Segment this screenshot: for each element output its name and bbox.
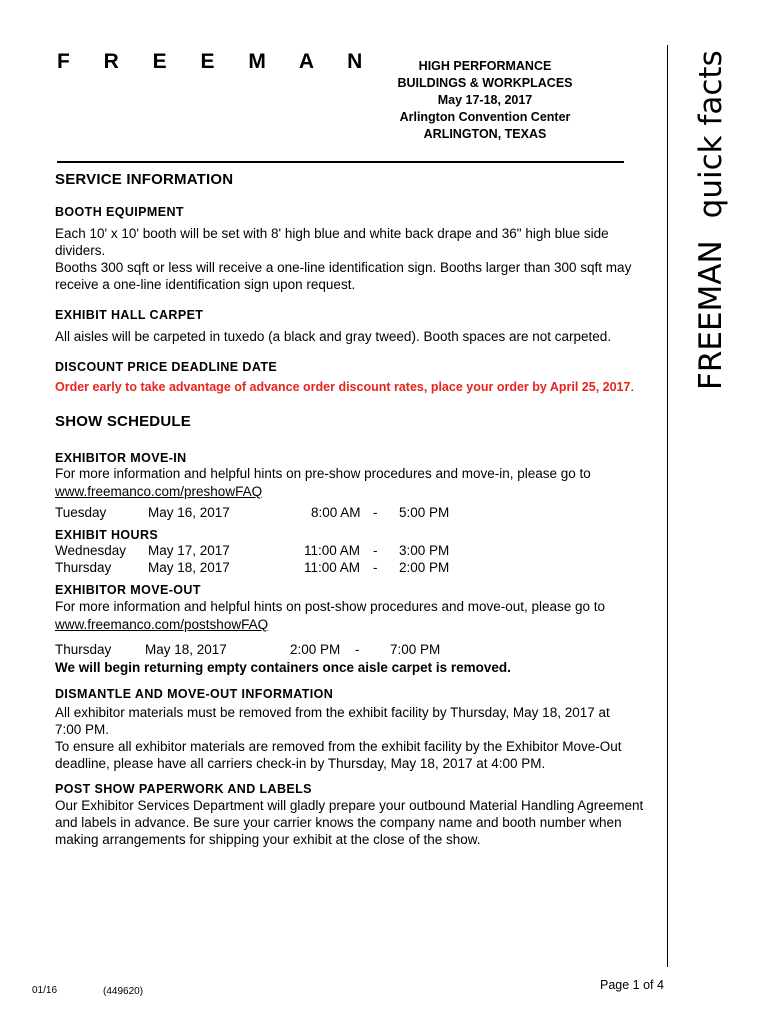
- date: May 18, 2017: [145, 642, 227, 657]
- event-line: ARLINGTON, TEXAS: [423, 127, 547, 141]
- text-line: To ensure all exhibitor materials are removed from the exhibit facility by the Exhibitor Move-Out: [55, 739, 622, 754]
- event-line: Arlington Convention Center: [399, 110, 571, 124]
- end-time: 7:00 PM: [390, 642, 441, 657]
- hours-row: [55, 542, 475, 559]
- text-line: Each 10' x 10' booth will be set with 8' high blue and white back drape and 36" high blue side: [55, 226, 609, 241]
- text-line: deadline, please have all carriers check-in by Thursday, May 18, 2017 at 4:00 PM.: [55, 756, 546, 771]
- start-time: 11:00 AM: [304, 560, 361, 575]
- end-time: 2:00 PM: [399, 560, 450, 575]
- discount-red-text: Order early to take advantage of advance order discount rates, place your order by April 25, 2017: [55, 380, 631, 394]
- footer-number: (449620): [103, 986, 144, 997]
- discount-heading: DISCOUNT PRICE DEADLINE DATE: [55, 360, 278, 374]
- text-line: dividers.: [55, 243, 106, 258]
- event-line: HIGH PERFORMANCE: [418, 59, 552, 73]
- date: May 17, 2017: [148, 543, 230, 558]
- event-line: BUILDINGS & WORKPLACES: [397, 76, 573, 90]
- booth-heading: BOOTH EQUIPMENT: [55, 205, 184, 219]
- paperwork-heading: POST SHOW PAPERWORK AND LABELS: [55, 782, 312, 796]
- sidebar-divider: [667, 45, 668, 967]
- dash: -: [373, 560, 378, 575]
- freeman-logo: F R E E M A N: [57, 50, 377, 73]
- start-time: 11:00 AM: [304, 543, 361, 558]
- sidebar-tagline: quick facts: [693, 50, 729, 219]
- text-line: All exhibitor materials must be removed from the exhibit facility by Thursday, May 18, 2017 at: [55, 705, 610, 720]
- moveout-text: For more information and helpful hints on post-show procedures and move-out, please go to: [55, 599, 606, 614]
- carpet-heading: EXHIBIT HALL CARPET: [55, 308, 204, 322]
- text-line: and labels in advance. Be sure your carrier knows the company name and booth number when: [55, 815, 622, 830]
- carpet-text: All aisles will be carpeted in tuxedo (a black and gray tweed). Booth spaces are not carpeted.: [55, 329, 612, 344]
- schedule-title: SHOW SCHEDULE: [55, 413, 191, 430]
- day: Thursday: [55, 642, 112, 657]
- page-number: Page 1 of 4: [600, 978, 664, 992]
- movein-text: For more information and helpful hints on pre-show procedures and move-in, please go to: [55, 466, 591, 481]
- day: Wednesday: [55, 543, 127, 558]
- text-line: 7:00 PM.: [55, 722, 110, 737]
- event-info: [375, 58, 595, 143]
- dash: -: [373, 505, 378, 520]
- day: Tuesday: [55, 505, 107, 520]
- moveout-note: We will begin returning empty containers once aisle carpet is removed.: [55, 660, 511, 675]
- text-line: Our Exhibitor Services Department will gladly prepare your outbound Material Handling Agreement: [55, 798, 644, 813]
- text-line: making arrangements for shipping your exhibit at the close of the show.: [55, 832, 481, 847]
- start-time: 8:00 AM: [311, 505, 361, 520]
- day: Thursday: [55, 560, 112, 575]
- moveout-heading: EXHIBITOR MOVE-OUT: [55, 583, 201, 597]
- sidebar-brand: FREEMAN: [693, 240, 729, 390]
- start-time: 2:00 PM: [290, 642, 341, 657]
- moveout-row: [55, 641, 475, 658]
- postshow-faq-link[interactable]: www.freemanco.com/postshowFAQ: [55, 617, 269, 632]
- dismantle-text: [55, 704, 622, 772]
- footer-code: 01/16: [32, 985, 58, 996]
- movein-heading: EXHIBITOR MOVE-IN: [55, 451, 187, 465]
- paperwork-text: [55, 797, 643, 848]
- discount-period: .: [630, 380, 634, 394]
- sidebar-title: [693, 50, 729, 390]
- date: May 16, 2017: [148, 505, 230, 520]
- service-title: SERVICE INFORMATION: [55, 171, 234, 188]
- discount-text: [55, 378, 634, 396]
- text-line: receive a one-line identification sign upon request.: [55, 277, 356, 292]
- event-line: May 17-18, 2017: [437, 93, 533, 107]
- dismantle-heading: DISMANTLE AND MOVE-OUT INFORMATION: [55, 687, 334, 701]
- end-time: 5:00 PM: [399, 505, 450, 520]
- movein-row: [55, 504, 475, 521]
- dash: -: [373, 543, 378, 558]
- hours-heading: EXHIBIT HOURS: [55, 528, 159, 542]
- hours-row: [55, 559, 475, 576]
- booth-text: [55, 225, 631, 293]
- header-divider: [57, 161, 624, 163]
- dash: -: [355, 642, 360, 657]
- end-time: 3:00 PM: [399, 543, 450, 558]
- text-line: Booths 300 sqft or less will receive a one-line identification sign. Booths larger than 300 sqft may: [55, 260, 632, 275]
- date: May 18, 2017: [148, 560, 230, 575]
- preshow-faq-link[interactable]: www.freemanco.com/preshowFAQ: [55, 484, 263, 499]
